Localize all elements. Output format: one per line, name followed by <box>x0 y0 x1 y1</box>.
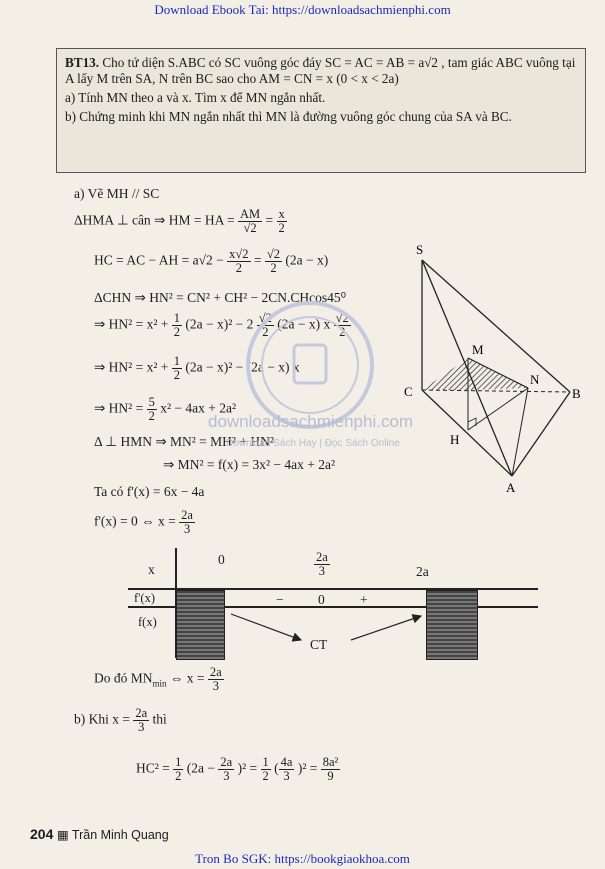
label-b: B <box>572 386 581 401</box>
conclusion-line: Do đó $MN_{min}$ ⇔ x = $\frac{2a}{3}$ <box>94 665 222 693</box>
row-x-label: x <box>148 562 155 577</box>
line-derivative: Ta có f'(x) = 6x − 4a <box>94 484 205 499</box>
hc-square-line: HC² = $\frac{1}{2}$ (2a − $\frac{2a}{3}$ )² = $\frac{1}{2}$ ( $\frac{4a}{3}$ )² = $\frac{\text{8a²}}{9}$ <box>136 755 339 783</box>
line-chn: ΔCHN ⇒ HN² = CN² + CH² − 2CN.CHcos45⁰ <box>94 290 347 305</box>
line-hma: ΔHMA ⊥ cân ⇒ HM = HA = $\frac{AM}{√2}$ = $\frac{x}{2}$ <box>74 207 285 235</box>
problem-label: BT13. <box>65 55 100 70</box>
line-fx: ⇒ MN² = f(x) = 3x² − 4ax + 2a² <box>163 457 336 472</box>
row-fp-label: f'(x) <box>134 591 155 605</box>
page-number: 204 <box>30 826 54 842</box>
author-icon: ▦ <box>56 828 69 842</box>
watermark-site: downloadsachmienphi.com <box>208 412 414 431</box>
author-name: Trần Minh Quang <box>71 828 169 842</box>
frac-x-2: $\frac{x}{2}$ <box>278 207 285 235</box>
variation-table <box>128 548 538 658</box>
label-m: M <box>472 342 484 357</box>
label-n: N <box>530 372 540 387</box>
line-hn3: ⇒ HN² = $\frac{5}{2}$ x² − 4ax + 2a² <box>94 395 237 423</box>
shade-left <box>176 590 225 660</box>
sign-minus: − <box>276 592 284 607</box>
watermark <box>200 300 420 490</box>
label-a: A <box>506 480 516 495</box>
problem-box <box>56 48 586 173</box>
part-a-intro: a) Vẽ MH // SC <box>74 186 160 201</box>
line-hc: HC = AC − AH = a√2 − $\frac{x√2}{2}$ = $\frac{√2}{2}$ (2a − x) <box>94 247 329 275</box>
problem-text: Cho tứ diện S.ABC có SC vuông góc đáy SC = AC = AB = a√2 , tam giác ABC vuông tại A lấy M trên SA, N trên BC sao cho AM = CN = x (0 < x < 2a) <box>65 55 576 86</box>
row-f-label: f(x) <box>138 615 157 629</box>
line-critical: f'(x) = 0 ⇔ x = $\frac{2a}{3}$ <box>94 508 193 536</box>
page-footer <box>30 826 169 842</box>
line-hn2: ⇒ HN² = x² + $\frac{1}{2}$ (2a − x)² − (2a − x) x <box>94 354 300 382</box>
label-c: C <box>404 384 413 399</box>
bottom-link[interactable]: Tron Bo SGK: https://bookgiaokhoa.com <box>195 851 410 866</box>
problem-statement <box>65 55 577 87</box>
tetrahedron-figure <box>400 240 585 495</box>
sign-plus: + <box>360 592 368 607</box>
problem-part-b: b) Chứng minh khi MN ngắn nhất thì MN là đường vuông góc chung của SA và BC. <box>65 109 512 124</box>
part-b-line: b) Khi x = $\frac{2a}{3}$ thì <box>74 706 167 734</box>
watermark-logo-icon <box>200 300 420 430</box>
frac-am-sqrt2: $\frac{AM}{√2}$ <box>239 207 261 235</box>
ct-label: CT <box>310 637 328 652</box>
l1-text: ΔHMA ⊥ cân ⇒ HM = HA = <box>74 212 235 228</box>
shade-right <box>426 590 478 660</box>
x-zero: 0 <box>218 552 225 567</box>
label-h: H <box>450 432 460 447</box>
watermark-tagline: Download Sách Hay | Đọc Sách Online <box>226 438 400 449</box>
top-download-link[interactable]: Download Ebook Tai: https://downloadsachmienphi.com <box>154 2 451 17</box>
line-hmn: Δ ⊥ HMN ⇒ MN² = MH² + HN² <box>94 434 274 449</box>
problem-part-a: a) Tính MN theo a và x. Tìm x để MN ngắn nhất. <box>65 90 326 105</box>
x-critical: $\frac{2a}{3}$ <box>316 550 328 578</box>
x-max: 2a <box>416 564 429 579</box>
sign-zero: 0 <box>318 592 325 607</box>
line-hn1: ⇒ HN² = x² + $\frac{1}{2}$ (2a − x)² − 2 $\frac{√2}{2}$ (2a − x) x $\frac{√2}{2}$ <box>94 311 349 339</box>
label-s: S <box>416 242 424 257</box>
